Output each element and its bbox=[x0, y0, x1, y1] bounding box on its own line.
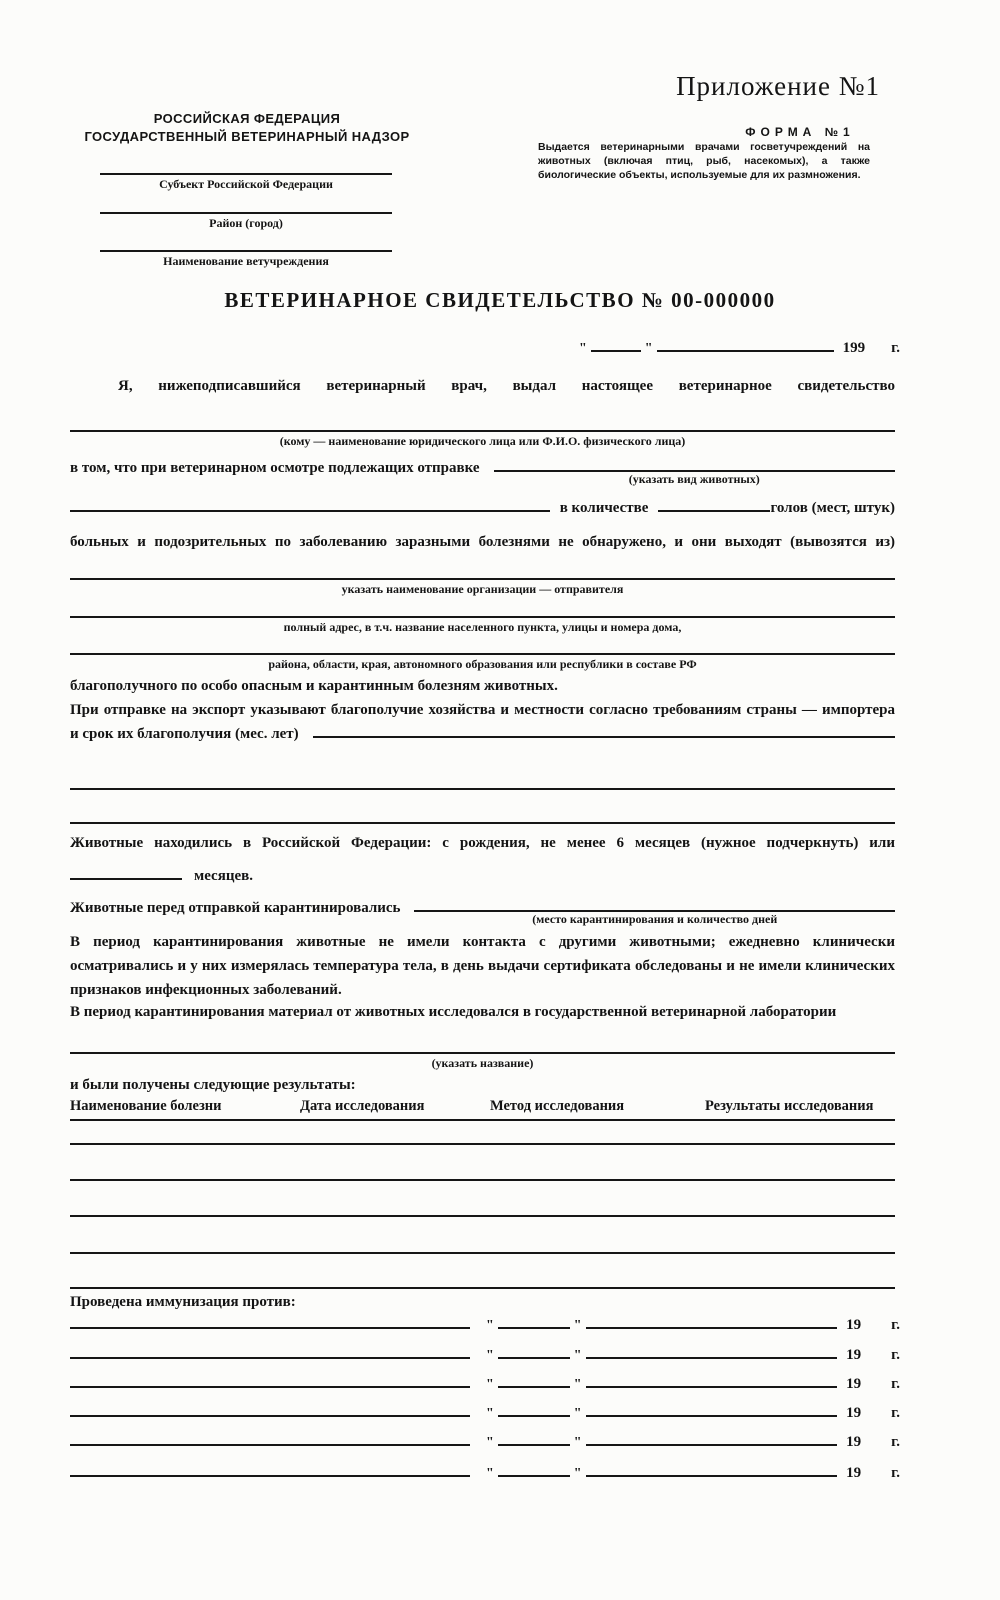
table-header-method: Метод исследования bbox=[490, 1098, 625, 1114]
imm-year-suffix: г. bbox=[891, 1405, 900, 1421]
blank-line bbox=[70, 822, 895, 824]
table-row-line bbox=[70, 1179, 895, 1181]
imm-year: 19 bbox=[846, 1434, 862, 1450]
imm-day-line bbox=[498, 1386, 570, 1388]
imm-day-line bbox=[498, 1327, 570, 1329]
immunization-row bbox=[70, 1463, 900, 1485]
district-field-caption: Район (город) bbox=[209, 216, 283, 230]
welfare-term-line bbox=[313, 736, 895, 738]
imm-year: 19 bbox=[846, 1317, 862, 1333]
disease-name-line bbox=[70, 1475, 470, 1477]
lab-paragraph: В период карантинирования материал от животных исследовался в государственной ветеринарной лаборатории bbox=[70, 1004, 837, 1020]
imm-open-quote: " bbox=[486, 1348, 494, 1363]
appendix-label: Приложение №1 bbox=[676, 71, 880, 101]
imm-close-quote: " bbox=[573, 1466, 582, 1481]
date-month-line bbox=[657, 350, 834, 352]
quarantine-caption: (место карантинирования и количество дней bbox=[532, 912, 778, 926]
imm-day-line bbox=[498, 1475, 570, 1477]
date-open-quote: " bbox=[579, 341, 587, 356]
months-row bbox=[70, 866, 895, 888]
imm-close-quote: " bbox=[573, 1377, 582, 1392]
animal-name-line bbox=[70, 510, 550, 512]
months-suffix: месяцев. bbox=[194, 868, 253, 884]
immunization-row bbox=[70, 1345, 900, 1367]
quarantine-text: Животные перед отправкой карантинировались bbox=[70, 900, 401, 916]
imm-month-line bbox=[586, 1475, 838, 1477]
imm-open-quote: " bbox=[486, 1406, 494, 1421]
imm-open-quote: " bbox=[486, 1435, 494, 1450]
authority-header bbox=[62, 110, 432, 145]
disease-name-line bbox=[70, 1415, 470, 1417]
intro-sentence: Я, нижеподписавшийся ветеринарный врач, выдал настоящее ветеринарное свидетельство bbox=[118, 378, 895, 394]
immunization-row bbox=[70, 1403, 900, 1425]
imm-open-quote: " bbox=[486, 1377, 494, 1392]
subject-field-caption: Субъект Российской Федерации bbox=[159, 177, 333, 191]
imm-open-quote: " bbox=[486, 1318, 494, 1333]
recipient-caption: (кому — наименование юридического лица или Ф.И.О. физического лица) bbox=[279, 434, 686, 448]
table-row-line bbox=[70, 1215, 895, 1217]
imm-year: 19 bbox=[846, 1465, 862, 1481]
imm-year-suffix: г. bbox=[891, 1465, 900, 1481]
months-line bbox=[70, 878, 182, 880]
animal-kind-caption: (указать вид животных) bbox=[628, 472, 760, 486]
quarantine-place-line bbox=[414, 910, 895, 926]
imm-day-line bbox=[498, 1415, 570, 1417]
disease-name-line bbox=[70, 1357, 470, 1359]
disease-name-line bbox=[70, 1327, 470, 1329]
quantity-label: в количестве bbox=[559, 500, 649, 516]
imm-year-suffix: г. bbox=[891, 1434, 900, 1450]
imm-month-line bbox=[586, 1327, 838, 1329]
immunization-row bbox=[70, 1432, 900, 1454]
welfare-line2: При отправке на экспорт указывают благополучие хозяйства и местности согласно требованиям страны — импортера bbox=[70, 702, 895, 718]
results-intro: и были получены следующие результаты: bbox=[70, 1077, 356, 1093]
imm-month-line bbox=[586, 1386, 838, 1388]
table-header-disease: Наименование болезни bbox=[70, 1098, 222, 1114]
date-year: 199 bbox=[842, 340, 866, 356]
welfare-row3 bbox=[70, 724, 895, 746]
quantity-line bbox=[658, 510, 770, 512]
address-line bbox=[70, 616, 895, 635]
inspection-row bbox=[70, 458, 895, 486]
animal-kind-line bbox=[494, 470, 895, 486]
table-row-line bbox=[70, 1287, 895, 1289]
table-header-date: Дата исследования bbox=[300, 1098, 425, 1114]
lab-name-line bbox=[70, 1052, 895, 1071]
quantity-row bbox=[70, 498, 895, 520]
imm-close-quote: " bbox=[573, 1406, 582, 1421]
imm-year: 19 bbox=[846, 1376, 862, 1392]
imm-year-suffix: г. bbox=[891, 1347, 900, 1363]
address-caption: полный адрес, в т.ч. название населенного пункта, улицы и номера дома, bbox=[283, 620, 682, 634]
authority-line2: ГОСУДАРСТВЕННЫЙ ВЕТЕРИНАРНЫЙ НАДЗОР bbox=[84, 128, 410, 144]
imm-close-quote: " bbox=[573, 1318, 582, 1333]
imm-year: 19 bbox=[846, 1347, 862, 1363]
residence-sentence: Животные находились в Российской Федерации: с рождения, не менее 6 месяцев (нужное подчеркнуть) или bbox=[70, 835, 895, 851]
immunization-row bbox=[70, 1315, 900, 1337]
sender-caption: указать наименование организации — отправителя bbox=[341, 582, 624, 596]
imm-month-line bbox=[586, 1444, 838, 1446]
sender-line bbox=[70, 578, 895, 597]
imm-day-line bbox=[498, 1444, 570, 1446]
imm-open-quote: " bbox=[486, 1466, 494, 1481]
date-close-quote: " bbox=[644, 341, 653, 356]
immunization-row bbox=[70, 1374, 900, 1396]
imm-year-suffix: г. bbox=[891, 1317, 900, 1333]
date-day-line bbox=[591, 350, 641, 352]
welfare-line3: и срок их благополучия (мес. лет) bbox=[70, 726, 299, 742]
issue-date-row bbox=[575, 338, 900, 360]
form-number-label: ФОРМА №1 bbox=[745, 125, 855, 139]
quarantine-row bbox=[70, 898, 895, 926]
table-header-underline bbox=[70, 1119, 895, 1121]
imm-close-quote: " bbox=[573, 1435, 582, 1450]
region-line bbox=[70, 653, 895, 672]
quantity-units: голов (мест, штук) bbox=[770, 500, 895, 516]
institution-field-line bbox=[100, 250, 392, 269]
immunization-heading: Проведена иммунизация против: bbox=[70, 1294, 296, 1310]
region-caption: района, области, края, автономного образования или республики в составе РФ bbox=[268, 657, 697, 671]
imm-day-line bbox=[498, 1357, 570, 1359]
imm-month-line bbox=[586, 1415, 838, 1417]
table-row-line bbox=[70, 1252, 895, 1254]
quarantine-paragraph: В период карантинирования животные не имели контакта с другими животными; ежедневно клинически осматривались и у них измерялась температура тела, в день выдачи сертификата обследованы и не имели клинических признаков инфекционных заболеваний. bbox=[70, 934, 895, 998]
imm-close-quote: " bbox=[573, 1348, 582, 1363]
authority-line1: РОССИЙСКАЯ ФЕДЕРАЦИЯ bbox=[153, 111, 341, 126]
imm-year: 19 bbox=[846, 1405, 862, 1421]
no-disease-sentence: больных и подозрительных по заболеванию заразными болезнями не обнаружено, и они выходят (вывозятся из) bbox=[70, 534, 895, 550]
recipient-line bbox=[70, 430, 895, 449]
table-row-line bbox=[70, 1143, 895, 1145]
date-year-suffix: г. bbox=[891, 340, 900, 356]
institution-field-caption: Наименование ветучреждения bbox=[163, 254, 329, 268]
imm-year-suffix: г. bbox=[891, 1376, 900, 1392]
table-header-results: Результаты исследования bbox=[705, 1098, 874, 1114]
welfare-line1: благополучного по особо опасным и карантинным болезням животных. bbox=[70, 678, 558, 694]
lab-name-caption: (указать название) bbox=[431, 1056, 534, 1070]
page-title: ВЕТЕРИНАРНОЕ СВИДЕТЕЛЬСТВО № 00-000000 bbox=[224, 288, 776, 312]
disease-name-line bbox=[70, 1444, 470, 1446]
district-field-line bbox=[100, 212, 392, 231]
blank-line bbox=[70, 788, 895, 790]
inspection-text: в том, что при ветеринарном осмотре подлежащих отправке bbox=[70, 460, 480, 476]
disease-name-line bbox=[70, 1386, 470, 1388]
imm-month-line bbox=[586, 1357, 838, 1359]
form-note: Выдается ветеринарными врачами госветучреждений на животных (включая птиц, рыб, насекомых), а также биологические объекты, используемые для их размножения. bbox=[538, 141, 870, 182]
subject-field-line bbox=[100, 173, 392, 192]
